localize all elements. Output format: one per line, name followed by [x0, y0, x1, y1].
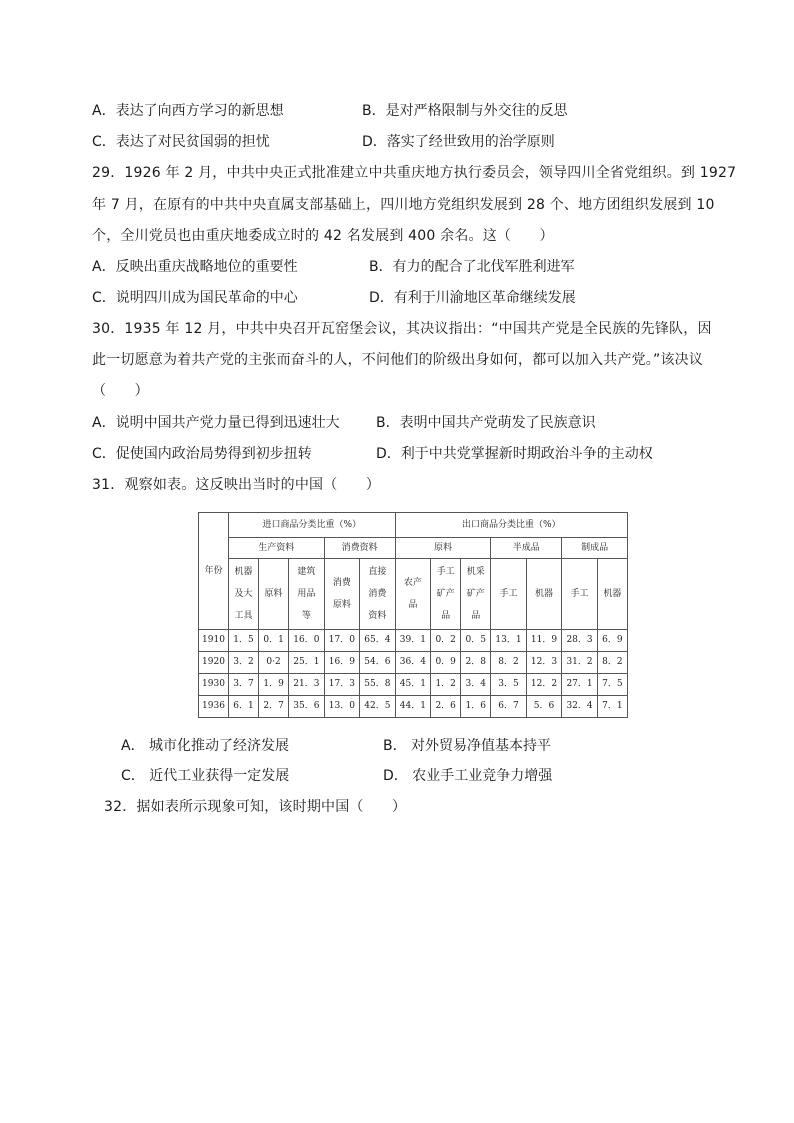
- q31-option-a: A． 城市化推动了经济发展: [121, 738, 290, 754]
- table-cell: 1．9: [259, 674, 289, 696]
- column-header: [259, 559, 289, 630]
- table-cell: 12．3: [526, 652, 562, 674]
- year-header: 年份: [199, 513, 229, 630]
- column-header: [289, 559, 325, 630]
- table-cell: 6．1: [229, 696, 259, 718]
- table-cell: 0·2: [259, 652, 289, 674]
- table-row: [199, 630, 628, 652]
- table-cell: 55．8: [360, 674, 396, 696]
- table-cell: 54．6: [360, 652, 396, 674]
- column-header: [229, 559, 259, 630]
- table-row: [199, 652, 628, 674]
- raw-material-header: 原料: [395, 538, 491, 559]
- column-header: [491, 559, 527, 630]
- column-header-label: 手工矿产品: [436, 567, 455, 621]
- table-cell: 16．0: [289, 630, 325, 652]
- column-header-label: 手工: [499, 589, 518, 599]
- table-cell: 17．0: [324, 630, 360, 652]
- column-header: [597, 559, 627, 630]
- q29-option-c: C．说明四川成为国民革命的中心: [92, 290, 298, 306]
- table-cell: 12．2: [526, 674, 562, 696]
- column-header-label: 直接消费资料: [368, 567, 387, 621]
- q29-stem-line-1: 29．1926 年 2 月，中共中央正式批准建立中共重庆地方执行委员会，领导四川全省党组织。到 1927: [92, 165, 737, 181]
- table-cell: 2．7: [259, 696, 289, 718]
- q30-option-d: D．利于中共党掌握新时期政治斗争的主动权: [376, 446, 653, 462]
- table-cell: 32．4: [562, 696, 598, 718]
- table-cell: 8．2: [597, 652, 627, 674]
- column-header-label: 消费原料: [332, 578, 351, 610]
- q31-option-c: C． 近代工业获得一定发展: [121, 768, 290, 784]
- table-cell: 16．9: [324, 652, 360, 674]
- table-cell: 35．6: [289, 696, 325, 718]
- table-cell: 27．1: [562, 674, 598, 696]
- table-cell: 7．5: [597, 674, 627, 696]
- column-header-label: 机器: [603, 589, 622, 599]
- year-cell: 1920: [199, 652, 229, 674]
- year-cell: 1930: [199, 674, 229, 696]
- table-cell: 0．2: [431, 630, 461, 652]
- q28-option-b: B．是对严格限制与外交往的反思: [362, 103, 568, 119]
- q31-stem: 31．观察如表。这反映出当时的中国（ ）: [92, 477, 381, 493]
- q31-option-b: B． 对外贸易净值基本持平: [383, 738, 552, 754]
- table-cell: 31．2: [562, 652, 598, 674]
- table-cell: 39．1: [395, 630, 431, 652]
- table-row: [199, 674, 628, 696]
- column-header: [431, 559, 461, 630]
- table-cell: 0．5: [461, 630, 491, 652]
- table-cell: 1．2: [431, 674, 461, 696]
- q28-option-d: D．落实了经世致用的治学原则: [362, 134, 555, 150]
- q28-option-a: A．表达了向西方学习的新思想: [92, 103, 284, 119]
- q30-option-c: C．促使国内政治局势得到初步扭转: [92, 446, 312, 462]
- semi-finished-header: 半成品: [491, 538, 562, 559]
- q30-option-b: B．表明中国共产党萌发了民族意识: [376, 415, 596, 431]
- column-header-label: 建筑用品等: [297, 567, 316, 621]
- table-cell: 1．5: [229, 630, 259, 652]
- table-row: [199, 696, 628, 718]
- column-header: [360, 559, 396, 630]
- table-cell: 6．7: [491, 696, 527, 718]
- table-cell: 1．6: [461, 696, 491, 718]
- consumption-header: 消费资料: [324, 538, 395, 559]
- column-header-label: 机器: [535, 589, 554, 599]
- q29-stem-line-2: 年 7 月，在原有的中共中央直属支部基础上，四川地方党组织发展到 28 个、地方团组织发展到 10: [92, 197, 715, 213]
- production-header: 生产资料: [229, 538, 325, 559]
- import-header: 进口商品分类比重（%）: [229, 513, 396, 538]
- column-header: [395, 559, 431, 630]
- q30-stem-line-3: （ ）: [92, 383, 149, 399]
- column-header: [324, 559, 360, 630]
- q31-option-d: D． 农业手工业竞争力增强: [383, 768, 553, 784]
- q32-stem: 32．据如表所示现象可知，该时期中国（ ）: [104, 799, 407, 815]
- table-cell: 3．2: [229, 652, 259, 674]
- q29-option-b: B．有力的配合了北伐军胜利进军: [369, 259, 575, 275]
- year-cell: 1910: [199, 630, 229, 652]
- table-cell: 5．6: [526, 696, 562, 718]
- q28-option-c: C．表达了对民贫国弱的担忧: [92, 134, 270, 150]
- finished-goods-header: 制成品: [562, 538, 628, 559]
- q29-option-a: A．反映出重庆战略地位的重要性: [92, 259, 298, 275]
- q29-option-d: D．有利于川渝地区革命继续发展: [369, 290, 576, 306]
- table-cell: 25．1: [289, 652, 325, 674]
- table-cell: 44．1: [395, 696, 431, 718]
- column-header-label: 机器及大工具: [234, 567, 253, 621]
- q30-stem-line-2: 此一切愿意为着共产党的主张而奋斗的人，不问他们的阶级出身如何，都可以加入共产党。”该决议: [92, 352, 704, 368]
- table-cell: 13．1: [491, 630, 527, 652]
- table-cell: 36．4: [395, 652, 431, 674]
- q30-stem-line-1: 30．1935 年 12 月，中共中央召开瓦窑堡会议，其决议指出：“中国共产党是全民族的先锋队，因: [92, 321, 712, 337]
- column-header-label: 农产品: [403, 578, 422, 610]
- table-cell: 11．9: [526, 630, 562, 652]
- column-header: [562, 559, 598, 630]
- table-cell: 45．1: [395, 674, 431, 696]
- table-cell: 65．4: [360, 630, 396, 652]
- q29-stem-line-3: 个，全川党员也由重庆地委成立时的 42 名发展到 400 余名。这（ ）: [92, 228, 554, 244]
- table-cell: 6．9: [597, 630, 627, 652]
- q30-option-a: A．说明中国共产党力量已得到迅速壮大: [92, 415, 340, 431]
- column-header-label: 手工: [570, 589, 589, 599]
- column-header: [461, 559, 491, 630]
- column-header: [526, 559, 562, 630]
- column-header-label: 机采矿产品: [466, 567, 485, 621]
- table-cell: 42．5: [360, 696, 396, 718]
- table-cell: 0．9: [431, 652, 461, 674]
- table-cell: 7．1: [597, 696, 627, 718]
- table-cell: 3．4: [461, 674, 491, 696]
- table-cell: 0．1: [259, 630, 289, 652]
- export-header: 出口商品分类比重（%）: [395, 513, 627, 538]
- table-cell: 3．5: [491, 674, 527, 696]
- trade-structure-table: [198, 512, 628, 718]
- table-cell: 28．3: [562, 630, 598, 652]
- table-cell: 21．3: [289, 674, 325, 696]
- table-cell: 13．0: [324, 696, 360, 718]
- table-cell: 3．7: [229, 674, 259, 696]
- table-cell: 2．6: [431, 696, 461, 718]
- year-cell: 1936: [199, 696, 229, 718]
- table-cell: 17．3: [324, 674, 360, 696]
- table-cell: 8．2: [491, 652, 527, 674]
- table-cell: 2．8: [461, 652, 491, 674]
- column-header-label: 原料: [264, 589, 283, 599]
